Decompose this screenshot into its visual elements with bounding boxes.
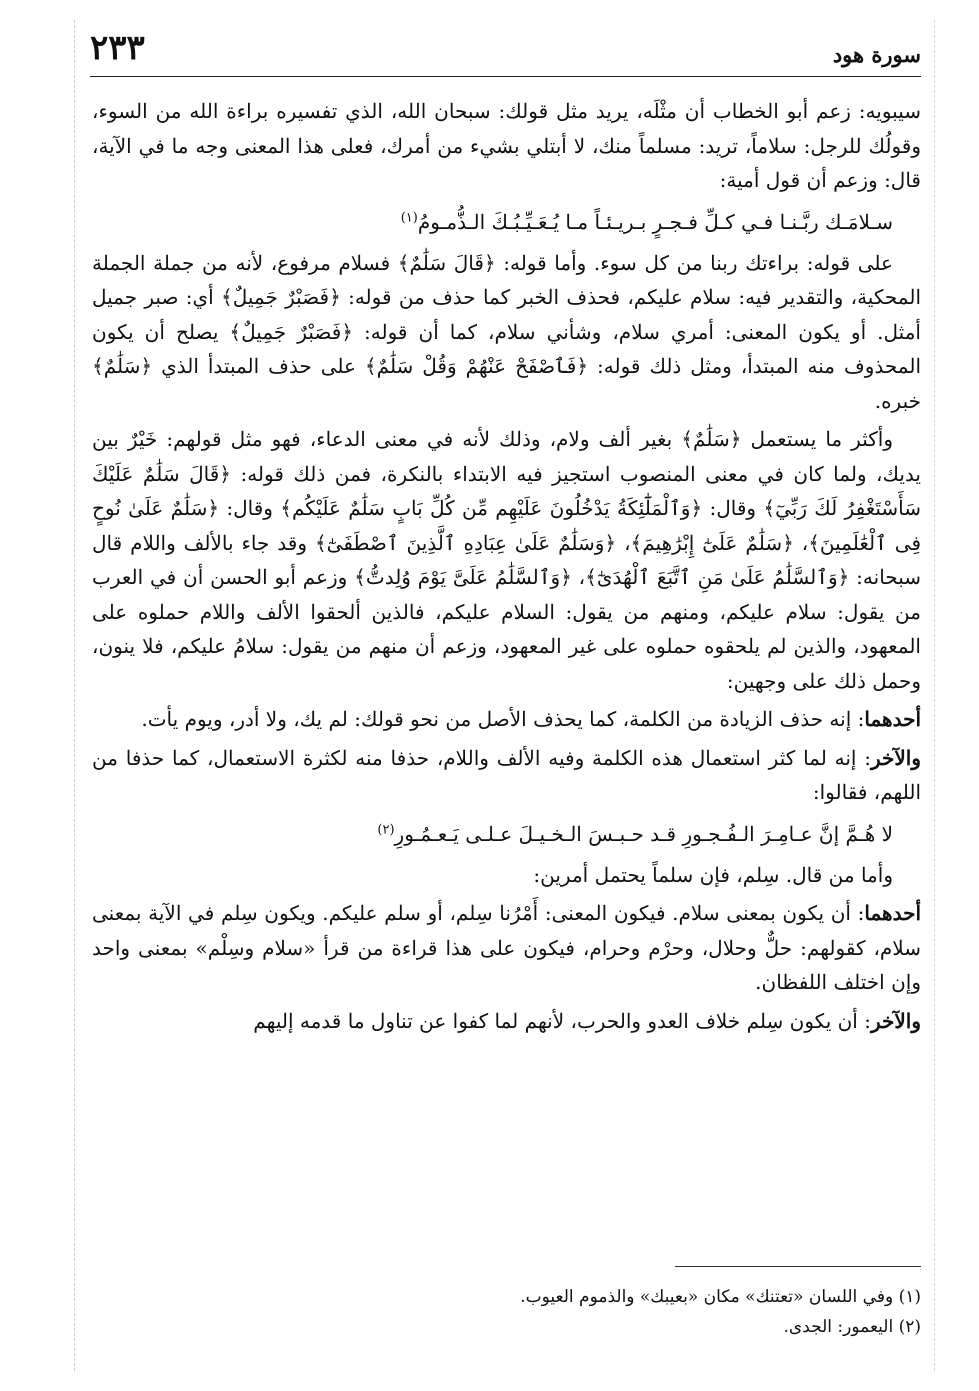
footnote-1: (١) وفي اللسان «تعتنك» مكان «بعيبك» والذموم العيوب. — [520, 1287, 921, 1307]
footnote-ref-1: (١) — [400, 209, 418, 225]
paragraph-first-option — [92, 702, 921, 737]
scan-edge-right — [934, 20, 935, 1371]
verse-1-text: سـلامَـك ربَّـنـا فـي كـلِّ فـجـرٍ بـريـئـاً مـا يُـعَـيِّـبُـكَ الـذُّمـومُ — [417, 209, 893, 234]
paragraph-2: على قوله: براءتك ربنا من كل سوء. وأما قوله: ﴿قَالَ سَلَٰمٌ﴾ فسلام مرفوع، لأنه من جملة الجملة المحكية، والتقدير فيه: سلام عليكم، فحذف الخبر كما حذف من قوله: ﴿فَصَبْرٌ جَمِيلٌ﴾ أي: صبر جميل أمثل. أو يكون المعنى: أمري سلام، وشأني سلام، كما أن قوله: ﴿فَصَبْرٌ جَمِيلٌ﴾ يصلح أن يكون المحذوف منه المبتدأ، ومثل ذلك قوله: ﴿فَٱصْفَحْ عَنْهُمْ وَقُلْ سَلَٰمٌ﴾ على حذف المبتدأ الذي ﴿سَلَٰمٌ﴾ خبره. — [92, 250, 921, 413]
paragraph-third-option — [92, 896, 921, 1000]
paragraph-salam-intro: وأما من قال. سِلم، فإن سلماً يحتمل أمرين: — [533, 862, 893, 887]
page-header — [90, 28, 921, 76]
header-rule — [90, 76, 921, 77]
paragraph-1: سيبويه: زعم أبو الخطاب أن مثْلَه، يريد مثل قولك: سبحان الله، الذي تفسيره براءة الله من السوء، وقولُك للرجل: سلاماً، تريد: مسلماً منك، لا أبتلي بشيء من أمرك، فعلى هذا المعنى وجه ما في الآية، قال: وزعم أن قول أمية: — [92, 99, 921, 192]
verse-2-text: لا هُـمَّ إنَّ عـامِـرَ الـفُـجـورِ قـد حـبـسَ الـخـيـلَ عـلـى يَـعـمُـورِ — [394, 821, 893, 846]
fourth-option-text: : أن يكون سِلم خلاف العدو والحرب، لأنهم لما كفوا عن تناول ما قدمه إليهم — [253, 1008, 871, 1033]
poem-verse-1 — [92, 202, 921, 242]
footnote-2: (٢) اليعمور: الجدى. — [783, 1317, 921, 1337]
body-text — [92, 94, 921, 1042]
term-fourth: والآخر — [870, 1008, 921, 1033]
third-option-text: : أن يكون بمعنى سلام. فيكون المعنى: أَمْرُنا سِلم، أو سلم عليكم. ويكون سِلم في الآية بمعنى سلام، كقولهم: حلٌّ وحلال، وحرْم وحرام، فيكون على هذا قراءة من قرأ «سلام وسِلْم» بمعنى واحد وإن اختلف اللفظان. — [92, 901, 921, 994]
first-option-text: : إنه حذف الزيادة من الكلمة، كما يحذف الأصل من نحو قولك: لم يك، ولا أدر، ويوم يأت. — [141, 707, 865, 731]
term-third: أحدهما — [864, 901, 921, 925]
second-option-text: : إنه لما كثر استعمال هذه الكلمة وفيه الألف واللام، حذفا منه لكثرة الاستعمال، كما حذفا من اللهم، فقالوا: — [92, 745, 921, 804]
paragraph-second-option — [92, 741, 921, 810]
scan-edge-left — [74, 20, 75, 1371]
page-number: ٢٣٣ — [90, 28, 145, 68]
running-head-surah: سورة هود — [832, 42, 921, 67]
footnote-ref-2: (٢) — [377, 821, 395, 837]
term-second: والآخر — [870, 745, 921, 770]
footnote-rule — [675, 1266, 921, 1267]
poem-verse-2 — [92, 814, 921, 854]
footnotes — [92, 1282, 921, 1342]
term-first: أحدهما — [864, 707, 921, 731]
paragraph-fourth-option — [92, 1004, 921, 1039]
paragraph-3: وأكثر ما يستعمل ﴿سَلَٰمٌ﴾ بغير ألف ولام، وذلك لأنه في معنى الدعاء، فهو مثل قولهم: خَيْرٌ بين يديك، ولما كان في معنى المنصوب استجيز فيه الابتداء بالنكرة، فمن ذلك قوله: ﴿قَالَ سَلَٰمٌ عَلَيْكَ سَأَسْتَغْفِرُ لَكَ رَبِّيٓ﴾ وقال: ﴿وَٱلْمَلَٰٓئِكَةُ يَدْخُلُونَ عَلَيْهِم مِّن كُلِّ بَابٍ سَلَٰمٌ عَلَيْكُم﴾ وقال: ﴿سَلَٰمٌ عَلَىٰ نُوحٍ فِى ٱلْعَٰلَمِينَ﴾، ﴿سَلَٰمٌ عَلَىٰٓ إِبْرَٰهِيمَ﴾، ﴿وَسَلَٰمٌ عَلَىٰ عِبَادِهِ ٱلَّذِينَ ٱصْطَفَىٰٓ﴾ وقد جاء بالألف واللام قال سبحانه: ﴿وَٱلسَّلَٰمُ عَلَىٰ مَنِ ٱتَّبَعَ ٱلْهُدَىٰٓ﴾، ﴿وَٱلسَّلَٰمُ عَلَىَّ يَوْمَ وُلِدتُّ﴾ وزعم أبو الحسن أن في العرب من يقول: سلام عليكم، ومنهم من يقول: السلام عليكم، فالذين ألحقوا الألف واللام حملوه على المعهود، والذين لم يلحقوه حملوه على غير المعهود، وزعم أن منهم من يقول: سلامُ عليكم، فلا ينون، وحمل ذلك على وجهين: — [92, 427, 921, 693]
